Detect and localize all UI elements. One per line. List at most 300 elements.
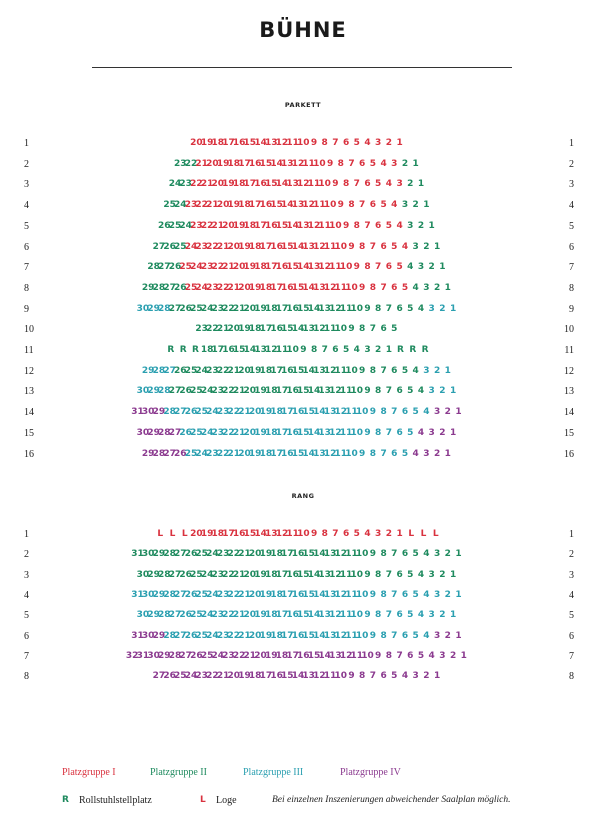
seat[interactable]: 4 <box>364 138 371 148</box>
seat[interactable]: 23 <box>211 610 225 621</box>
seat[interactable]: 1 <box>449 610 457 621</box>
seat[interactable]: 16 <box>232 529 246 539</box>
seat[interactable]: 3 <box>433 589 441 600</box>
seat[interactable]: 25 <box>184 365 198 376</box>
seat[interactable]: 10 <box>334 671 348 682</box>
seat[interactable]: 14 <box>275 179 289 190</box>
seat[interactable]: 19 <box>254 610 267 621</box>
seat[interactable]: 4 <box>417 303 425 314</box>
seat[interactable]: 15 <box>232 345 246 355</box>
seat[interactable]: 8 <box>375 427 382 438</box>
seat[interactable]: 19 <box>248 448 262 459</box>
seat[interactable]: 5 <box>369 158 377 169</box>
seat[interactable]: 20 <box>248 589 262 600</box>
seat[interactable]: 26 <box>190 650 203 661</box>
seat[interactable]: 7 <box>369 324 377 335</box>
seat[interactable]: 19 <box>248 282 262 293</box>
seat[interactable]: 23 <box>179 179 192 190</box>
seat[interactable]: 3 <box>412 241 419 252</box>
seat[interactable]: 20 <box>190 138 203 148</box>
seat[interactable]: 9 <box>332 179 339 190</box>
seat[interactable]: 15 <box>270 200 283 211</box>
seat[interactable]: 3 <box>423 282 430 293</box>
seat[interactable]: 10 <box>313 158 326 169</box>
seat[interactable]: 25 <box>184 448 198 459</box>
seat[interactable]: 24 <box>206 549 219 560</box>
seat[interactable]: 20 <box>238 448 251 459</box>
seat[interactable]: 3 <box>423 365 430 376</box>
seat[interactable]: 17 <box>248 200 262 211</box>
seat[interactable]: 10 <box>355 630 369 641</box>
seat[interactable]: 11 <box>323 671 337 682</box>
seat[interactable]: 9 <box>364 569 371 580</box>
seat[interactable]: 9 <box>348 324 355 335</box>
seat[interactable]: 18 <box>265 386 278 397</box>
wheelchair-seat[interactable]: R <box>167 345 175 355</box>
seat[interactable]: 24 <box>200 386 214 397</box>
seat[interactable]: 15 <box>302 407 315 418</box>
seat[interactable]: 15 <box>291 282 305 293</box>
seat[interactable]: 31 <box>136 650 150 661</box>
seat[interactable]: 20 <box>206 158 219 169</box>
seat[interactable]: 12 <box>297 179 310 190</box>
seat[interactable]: 16 <box>291 589 305 600</box>
seat[interactable]: 9 <box>364 427 371 438</box>
wheelchair-seat[interactable]: R <box>421 345 429 355</box>
seat[interactable]: 18 <box>265 610 278 621</box>
seat[interactable]: 5 <box>407 386 414 397</box>
seat[interactable]: 9 <box>326 158 334 169</box>
seat[interactable]: 3 <box>423 448 430 459</box>
seat[interactable]: 17 <box>281 549 294 560</box>
seat[interactable]: 22 <box>206 324 219 335</box>
seat[interactable]: 5 <box>407 427 414 438</box>
seat[interactable]: 3 <box>412 671 419 682</box>
seat[interactable]: 10 <box>345 448 358 459</box>
seat[interactable]: 9 <box>353 262 360 273</box>
seat[interactable]: 21 <box>211 220 225 231</box>
seat[interactable]: 27 <box>152 241 166 252</box>
seat[interactable]: 19 <box>259 549 273 560</box>
seat[interactable]: 13 <box>302 324 315 335</box>
seat[interactable]: 9 <box>364 386 371 397</box>
seat[interactable]: 3 <box>439 650 446 661</box>
seat[interactable]: 2 <box>444 407 451 418</box>
seat[interactable]: 1 <box>444 282 451 293</box>
seat[interactable]: 29 <box>147 427 160 438</box>
seat[interactable]: 22 <box>222 569 235 580</box>
seat[interactable]: 1 <box>455 549 462 560</box>
seat[interactable]: 15 <box>265 179 278 190</box>
seat[interactable]: 12 <box>291 158 305 169</box>
seat[interactable]: 16 <box>297 650 310 661</box>
seat[interactable]: 4 <box>423 589 430 600</box>
seat[interactable]: 7 <box>369 241 377 252</box>
seat[interactable]: 17 <box>281 630 294 641</box>
seat[interactable]: 19 <box>254 303 267 314</box>
seat[interactable]: 19 <box>259 630 273 641</box>
seat[interactable]: 4 <box>407 262 414 273</box>
seat[interactable]: 26 <box>163 671 176 682</box>
seat[interactable]: 11 <box>323 324 337 335</box>
seat[interactable]: 1 <box>444 448 451 459</box>
seat[interactable]: 17 <box>259 241 273 252</box>
seat[interactable]: 15 <box>281 241 294 252</box>
seat[interactable]: 20 <box>238 282 251 293</box>
seat[interactable]: 11 <box>334 448 348 459</box>
seat[interactable]: 13 <box>323 549 337 560</box>
seat[interactable]: 28 <box>152 365 166 376</box>
seat[interactable]: 14 <box>254 529 267 539</box>
seat[interactable]: 8 <box>353 220 360 231</box>
wheelchair-seat[interactable]: R <box>192 345 199 355</box>
seat[interactable]: 28 <box>168 650 182 661</box>
seat[interactable]: 28 <box>163 630 176 641</box>
seat[interactable]: 21 <box>206 200 219 211</box>
seat[interactable]: 1 <box>396 138 403 148</box>
seat[interactable]: 23 <box>216 407 230 418</box>
seat[interactable]: 25 <box>195 407 208 418</box>
seat[interactable]: 15 <box>275 220 289 231</box>
seat[interactable]: 29 <box>152 630 166 641</box>
seat[interactable]: 22 <box>222 386 235 397</box>
seat[interactable]: 9 <box>342 220 350 231</box>
seat[interactable]: 2 <box>428 262 435 273</box>
seat[interactable]: 22 <box>211 262 225 273</box>
seat[interactable]: 19 <box>232 220 246 231</box>
seat[interactable]: 9 <box>375 650 382 661</box>
seat[interactable]: 23 <box>211 569 225 580</box>
seat[interactable]: 23 <box>184 200 198 211</box>
seat[interactable]: 10 <box>339 262 353 273</box>
seat[interactable]: 6 <box>407 650 414 661</box>
seat[interactable]: 5 <box>401 365 409 376</box>
seat[interactable]: 30 <box>136 386 150 397</box>
seat[interactable]: 28 <box>158 610 171 621</box>
seat[interactable]: 13 <box>323 630 337 641</box>
seat[interactable]: 13 <box>307 262 321 273</box>
seat[interactable]: 6 <box>401 630 409 641</box>
seat[interactable]: 15 <box>302 630 315 641</box>
seat[interactable]: 22 <box>222 303 235 314</box>
seat[interactable]: 4 <box>428 650 435 661</box>
seat[interactable]: 20 <box>248 630 262 641</box>
seat[interactable]: 21 <box>200 179 214 190</box>
seat[interactable]: 4 <box>412 282 419 293</box>
seat[interactable]: 30 <box>141 407 155 418</box>
seat[interactable]: 14 <box>307 386 321 397</box>
seat[interactable]: 19 <box>238 241 251 252</box>
seat[interactable]: 9 <box>310 138 318 148</box>
seat[interactable]: 5 <box>385 220 393 231</box>
seat[interactable]: 6 <box>375 220 382 231</box>
seat[interactable]: 8 <box>375 303 382 314</box>
seat[interactable]: 23 <box>174 158 187 169</box>
seat[interactable]: 10 <box>350 386 364 397</box>
seat[interactable]: 8 <box>364 262 371 273</box>
seat[interactable]: 5 <box>391 324 398 335</box>
seat[interactable]: 9 <box>359 282 366 293</box>
seat[interactable]: 9 <box>369 549 377 560</box>
seat[interactable]: 12 <box>265 345 278 355</box>
seat[interactable]: 10 <box>350 610 364 621</box>
seat[interactable]: 4 <box>423 407 430 418</box>
seat[interactable]: 1 <box>423 200 430 211</box>
seat[interactable]: 18 <box>270 630 283 641</box>
seat[interactable]: 10 <box>355 589 369 600</box>
seat[interactable]: 9 <box>359 365 366 376</box>
seat[interactable]: 25 <box>163 200 176 211</box>
seat[interactable]: 5 <box>417 650 425 661</box>
wheelchair-seat[interactable]: R <box>409 345 417 355</box>
seat[interactable]: 27 <box>179 650 192 661</box>
seat[interactable]: 16 <box>248 158 262 169</box>
seat[interactable]: 11 <box>307 179 321 190</box>
seat[interactable]: 17 <box>265 262 278 273</box>
seat[interactable]: 16 <box>259 200 273 211</box>
seat[interactable]: 16 <box>291 630 305 641</box>
seat[interactable]: 12 <box>275 529 289 539</box>
seat[interactable]: 6 <box>396 569 403 580</box>
seat[interactable]: 19 <box>238 671 251 682</box>
seat[interactable]: 13 <box>329 650 342 661</box>
seat[interactable]: 13 <box>323 407 337 418</box>
seat[interactable]: 27 <box>168 386 182 397</box>
seat[interactable]: 28 <box>158 427 171 438</box>
seat[interactable]: 14 <box>313 630 326 641</box>
seat[interactable]: 8 <box>337 158 344 169</box>
seat[interactable]: 6 <box>380 241 387 252</box>
seat[interactable]: 5 <box>407 303 414 314</box>
seat[interactable]: 3 <box>375 138 382 148</box>
seat[interactable]: 22 <box>222 427 235 438</box>
wheelchair-seat[interactable]: R <box>179 345 187 355</box>
seat[interactable]: 1 <box>433 671 441 682</box>
seat[interactable]: 27 <box>163 448 176 459</box>
seat[interactable]: 29 <box>147 569 160 580</box>
seat[interactable]: 25 <box>179 262 192 273</box>
seat[interactable]: 16 <box>275 262 289 273</box>
seat[interactable]: 20 <box>243 610 257 621</box>
seat[interactable]: 25 <box>190 427 203 438</box>
seat[interactable]: 10 <box>361 650 374 661</box>
seat[interactable]: 7 <box>369 671 377 682</box>
seat[interactable]: 8 <box>375 386 382 397</box>
seat[interactable]: 2 <box>412 200 419 211</box>
seat[interactable]: 24 <box>195 448 208 459</box>
seat[interactable]: 3 <box>417 262 425 273</box>
seat[interactable]: 5 <box>342 345 350 355</box>
seat[interactable]: 17 <box>286 650 299 661</box>
seat[interactable]: 12 <box>334 549 348 560</box>
seat[interactable]: 8 <box>380 589 387 600</box>
seat[interactable]: 4 <box>417 569 425 580</box>
seat[interactable]: 21 <box>238 407 251 418</box>
seat[interactable]: 19 <box>254 386 267 397</box>
seat[interactable]: 20 <box>243 427 257 438</box>
seat[interactable]: 28 <box>163 549 176 560</box>
seat[interactable]: 25 <box>195 549 208 560</box>
box-seat[interactable]: L <box>169 529 176 539</box>
seat[interactable]: 7 <box>380 282 387 293</box>
seat[interactable]: 1 <box>449 569 457 580</box>
seat[interactable]: 5 <box>407 610 414 621</box>
seat[interactable]: 15 <box>302 549 315 560</box>
seat[interactable]: 17 <box>222 138 235 148</box>
seat[interactable]: 18 <box>270 407 283 418</box>
seat[interactable]: 19 <box>227 200 241 211</box>
seat[interactable]: 2 <box>433 282 441 293</box>
seat[interactable]: 9 <box>369 589 377 600</box>
seat[interactable]: 3 <box>364 345 371 355</box>
seat[interactable]: 6 <box>391 282 398 293</box>
seat[interactable]: 23 <box>190 220 203 231</box>
seat[interactable]: 31 <box>131 549 144 560</box>
seat[interactable]: 21 <box>238 549 251 560</box>
seat[interactable]: 25 <box>195 589 208 600</box>
seat[interactable]: 9 <box>348 241 355 252</box>
seat[interactable]: 4 <box>380 158 387 169</box>
seat[interactable]: 31 <box>131 589 144 600</box>
seat[interactable]: 4 <box>423 549 430 560</box>
seat[interactable]: 2 <box>449 650 457 661</box>
seat[interactable]: 24 <box>174 200 187 211</box>
seat[interactable]: 13 <box>313 282 326 293</box>
seat[interactable]: 18 <box>211 138 225 148</box>
seat[interactable]: 21 <box>232 303 246 314</box>
seat[interactable]: 2 <box>433 448 441 459</box>
seat[interactable]: 16 <box>281 365 294 376</box>
seat[interactable]: 8 <box>369 365 377 376</box>
seat[interactable]: 23 <box>195 324 208 335</box>
seat[interactable]: 8 <box>380 407 387 418</box>
seat[interactable]: 10 <box>355 549 369 560</box>
seat[interactable]: 4 <box>412 365 419 376</box>
seat[interactable]: 14 <box>313 549 326 560</box>
seat[interactable]: 6 <box>385 262 393 273</box>
seat[interactable]: 9 <box>348 671 355 682</box>
seat[interactable]: 14 <box>297 262 310 273</box>
seat[interactable]: 5 <box>391 671 398 682</box>
seat[interactable]: 2 <box>401 158 409 169</box>
seat[interactable]: 14 <box>302 448 315 459</box>
seat[interactable]: 24 <box>206 589 219 600</box>
seat[interactable]: 22 <box>216 448 230 459</box>
seat[interactable]: 23 <box>195 671 208 682</box>
seat[interactable]: 5 <box>412 549 419 560</box>
seat[interactable]: 12 <box>323 282 337 293</box>
seat[interactable]: 14 <box>270 158 283 169</box>
seat[interactable]: 7 <box>380 448 387 459</box>
seat[interactable]: 26 <box>184 549 198 560</box>
seat[interactable]: 18 <box>227 158 241 169</box>
seat[interactable]: 17 <box>238 158 251 169</box>
seat[interactable]: 29 <box>141 282 155 293</box>
seat[interactable]: 17 <box>243 179 257 190</box>
seat[interactable]: 15 <box>291 365 305 376</box>
seat[interactable]: 24 <box>190 262 203 273</box>
seat[interactable]: 22 <box>206 241 219 252</box>
seat[interactable]: 4 <box>412 448 419 459</box>
seat[interactable]: 22 <box>216 365 230 376</box>
seat[interactable]: 12 <box>302 200 315 211</box>
seat[interactable]: 7 <box>385 569 393 580</box>
seat[interactable]: 6 <box>342 138 350 148</box>
seat[interactable]: 20 <box>243 569 257 580</box>
seat[interactable]: 23 <box>211 386 225 397</box>
seat[interactable]: 8 <box>348 200 355 211</box>
seat[interactable]: 20 <box>243 386 257 397</box>
seat[interactable]: 29 <box>158 650 171 661</box>
seat[interactable]: 11 <box>345 589 358 600</box>
seat[interactable]: 12 <box>339 650 353 661</box>
seat[interactable]: 21 <box>227 365 241 376</box>
seat[interactable]: 20 <box>254 650 267 661</box>
seat[interactable]: 5 <box>401 448 409 459</box>
seat[interactable]: 11 <box>323 241 337 252</box>
seat[interactable]: 23 <box>206 365 219 376</box>
seat[interactable]: 25 <box>190 386 203 397</box>
seat[interactable]: 17 <box>281 407 294 418</box>
seat[interactable]: 4 <box>353 345 360 355</box>
seat[interactable]: 14 <box>307 303 321 314</box>
seat[interactable]: 31 <box>131 407 144 418</box>
seat[interactable]: 2 <box>417 220 425 231</box>
seat[interactable]: 27 <box>163 282 176 293</box>
seat[interactable]: 5 <box>391 241 398 252</box>
seat[interactable]: 9 <box>364 610 371 621</box>
seat[interactable]: 3 <box>428 303 435 314</box>
seat[interactable]: 3 <box>428 610 435 621</box>
seat[interactable]: 30 <box>136 610 150 621</box>
seat[interactable]: 1 <box>455 630 462 641</box>
seat[interactable]: 4 <box>391 200 398 211</box>
seat[interactable]: 4 <box>401 241 409 252</box>
seat[interactable]: 19 <box>265 650 278 661</box>
seat[interactable]: 1 <box>428 220 435 231</box>
seat[interactable]: 19 <box>254 569 267 580</box>
seat[interactable]: 16 <box>291 549 305 560</box>
seat[interactable]: 25 <box>174 241 187 252</box>
seat[interactable]: 24 <box>200 610 214 621</box>
seat[interactable]: 25 <box>190 610 203 621</box>
seat[interactable]: 27 <box>174 407 187 418</box>
seat[interactable]: 15 <box>297 427 310 438</box>
seat[interactable]: 21 <box>222 262 235 273</box>
seat[interactable]: 16 <box>286 610 299 621</box>
seat[interactable]: 22 <box>216 282 230 293</box>
seat[interactable]: 26 <box>174 365 187 376</box>
seat[interactable]: 27 <box>168 303 182 314</box>
seat[interactable]: 13 <box>318 427 331 438</box>
seat[interactable]: 2 <box>423 671 430 682</box>
seat[interactable]: 1 <box>460 650 467 661</box>
seat[interactable]: 29 <box>152 549 166 560</box>
seat[interactable]: 22 <box>190 179 203 190</box>
seat[interactable]: 6 <box>342 529 350 539</box>
seat[interactable]: 1 <box>444 365 451 376</box>
seat[interactable]: 2 <box>439 610 446 621</box>
seat[interactable]: 12 <box>323 448 337 459</box>
seat[interactable]: 11 <box>339 610 353 621</box>
seat[interactable]: 25 <box>184 282 198 293</box>
seat[interactable]: 10 <box>323 200 337 211</box>
seat[interactable]: 15 <box>307 650 321 661</box>
seat[interactable]: 6 <box>391 365 398 376</box>
seat[interactable]: 16 <box>222 345 235 355</box>
seat[interactable]: 16 <box>281 282 294 293</box>
seat[interactable]: 6 <box>364 179 371 190</box>
